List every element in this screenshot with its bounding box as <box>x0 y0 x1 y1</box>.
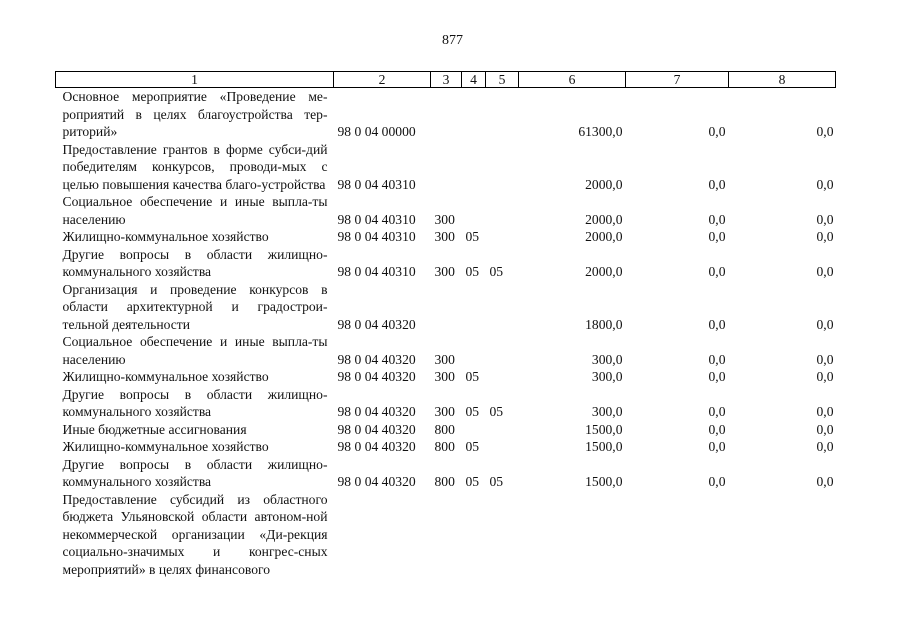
row-subsection <box>486 438 519 456</box>
row-amount-year-2: 0,0 <box>708 264 726 279</box>
row-name: Организация и проведение конкурсов в области архитектурной и градострои-тельной деятельности <box>62 281 328 332</box>
table-row <box>56 333 836 368</box>
column-header: 1 <box>56 72 334 88</box>
row-amount-year-1: 61300,0 <box>578 124 623 139</box>
row-amount-year-3: 0,0 <box>816 229 834 244</box>
row-amount-year-1: 300,0 <box>591 404 623 419</box>
row-name: Социальное обеспечение и иные выпла-ты населению <box>62 334 328 367</box>
row-expense-type <box>431 88 462 141</box>
row-amount-year-1: 1800,0 <box>585 316 623 332</box>
row-expense-type: 300 <box>434 369 455 384</box>
row-subsection <box>486 333 519 368</box>
row-expense-type: 800 <box>434 474 455 489</box>
row-amount-year-3: 0,0 <box>816 211 834 227</box>
row-name: Другие вопросы в области жилищно-коммунального хозяйства <box>62 456 328 489</box>
row-section <box>462 193 486 228</box>
row-amount-year-3: 0,0 <box>816 474 834 489</box>
row-target-article: 98 0 04 40320 <box>337 439 416 454</box>
column-header: 4 <box>462 72 486 88</box>
table-row <box>56 386 836 421</box>
row-amount-year-1: 2000,0 <box>585 211 623 227</box>
row-name: Жилищно-коммунальное хозяйство <box>62 369 269 384</box>
row-amount-year-3: 0,0 <box>816 124 834 139</box>
row-expense-type: 300 <box>434 229 455 244</box>
row-target-article: 98 0 04 40320 <box>337 316 416 332</box>
table-body <box>56 88 836 579</box>
row-section: 05 <box>465 369 480 384</box>
row-name: Другие вопросы в области жилищно-коммунального хозяйства <box>62 386 328 419</box>
table-header-row <box>56 72 836 88</box>
row-subsection <box>486 368 519 386</box>
budget-table <box>55 71 836 578</box>
table-row <box>56 368 836 386</box>
table-row <box>56 246 836 281</box>
row-subsection <box>486 281 519 334</box>
row-section: 05 <box>465 439 480 454</box>
row-name: Жилищно-коммунальное хозяйство <box>62 439 269 454</box>
row-amount-year-3: 0,0 <box>816 176 834 192</box>
row-section <box>462 281 486 334</box>
table-row <box>56 491 836 579</box>
row-subsection <box>486 491 519 579</box>
row-target-article: 98 0 04 40320 <box>337 351 416 367</box>
row-expense-type <box>431 281 462 334</box>
row-amount-year-2: 0,0 <box>708 404 726 419</box>
row-section: 05 <box>465 474 480 489</box>
table-row <box>56 438 836 456</box>
row-name: Предоставление субсидий из областного бюджета Ульяновской области автоном-ной некоммерческой организации «Ди-рекция социально-значимых и конгрес-сных мероприятий» в целях финансового <box>62 491 328 577</box>
row-target-article: 98 0 04 40320 <box>337 474 416 489</box>
row-subsection <box>486 421 519 439</box>
row-amount-year-3 <box>729 491 836 579</box>
row-section <box>462 333 486 368</box>
row-expense-type: 300 <box>434 351 455 367</box>
row-target-article: 98 0 04 40310 <box>337 176 416 192</box>
row-subsection: 05 <box>489 264 504 279</box>
row-section <box>462 88 486 141</box>
row-amount-year-2: 0,0 <box>708 439 726 454</box>
row-subsection <box>486 141 519 194</box>
row-name: Жилищно-коммунальное хозяйство <box>62 229 269 244</box>
row-amount-year-2: 0,0 <box>708 176 726 192</box>
row-amount-year-1: 300,0 <box>591 351 623 367</box>
column-header: 7 <box>626 72 729 88</box>
row-amount-year-2: 0,0 <box>708 474 726 489</box>
table-row <box>56 88 836 141</box>
row-subsection <box>486 193 519 228</box>
column-header: 6 <box>519 72 626 88</box>
row-target-article: 98 0 04 40310 <box>337 264 416 279</box>
row-amount-year-2: 0,0 <box>708 316 726 332</box>
table-row <box>56 421 836 439</box>
row-section: 05 <box>465 264 480 279</box>
table-row <box>56 456 836 491</box>
row-subsection: 05 <box>489 474 504 489</box>
table-row <box>56 141 836 194</box>
row-amount-year-1: 300,0 <box>591 369 623 384</box>
row-name: Социальное обеспечение и иные выпла-ты населению <box>62 194 328 227</box>
row-amount-year-2: 0,0 <box>708 421 726 437</box>
row-amount-year-3: 0,0 <box>816 421 834 437</box>
column-header: 3 <box>431 72 462 88</box>
row-subsection <box>486 228 519 246</box>
row-expense-type: 300 <box>434 264 455 279</box>
row-expense-type: 800 <box>434 421 455 437</box>
row-amount-year-3: 0,0 <box>816 264 834 279</box>
row-amount-year-1: 2000,0 <box>585 176 623 192</box>
row-target-article: 98 0 04 40320 <box>337 404 416 419</box>
row-amount-year-3: 0,0 <box>816 439 834 454</box>
row-subsection <box>486 88 519 141</box>
row-amount-year-1: 2000,0 <box>585 229 623 244</box>
row-section <box>462 421 486 439</box>
row-section <box>462 491 486 579</box>
row-amount-year-3: 0,0 <box>816 369 834 384</box>
table-row <box>56 281 836 334</box>
row-expense-type <box>431 491 462 579</box>
row-subsection: 05 <box>489 404 504 419</box>
row-expense-type: 300 <box>434 404 455 419</box>
row-name: Предоставление грантов в форме субси-дий победителям конкурсов, проводи-мых с целью повышения качества благо-устройства <box>62 141 328 192</box>
row-amount-year-1: 1500,0 <box>585 421 623 437</box>
column-header: 5 <box>486 72 519 88</box>
row-target-article: 98 0 04 40310 <box>337 211 416 227</box>
row-name: Иные бюджетные ассигнования <box>62 421 247 437</box>
row-amount-year-2: 0,0 <box>708 124 726 139</box>
row-amount-year-3: 0,0 <box>816 351 834 367</box>
row-amount-year-3: 0,0 <box>816 404 834 419</box>
row-target-article: 98 0 04 40320 <box>337 369 416 384</box>
row-target-article: 98 0 04 40310 <box>337 229 416 244</box>
row-expense-type <box>431 141 462 194</box>
row-amount-year-1: 2000,0 <box>585 264 623 279</box>
table-row <box>56 193 836 228</box>
row-section: 05 <box>465 404 480 419</box>
row-amount-year-2: 0,0 <box>708 211 726 227</box>
row-target-article: 98 0 04 40320 <box>337 421 416 437</box>
row-target-article: 98 0 04 00000 <box>337 124 416 139</box>
row-target-article <box>334 491 431 579</box>
row-amount-year-2 <box>626 491 729 579</box>
row-name: Другие вопросы в области жилищно-коммунального хозяйства <box>62 246 328 279</box>
row-amount-year-1 <box>519 491 626 579</box>
row-amount-year-2: 0,0 <box>708 351 726 367</box>
column-header: 2 <box>334 72 431 88</box>
row-section: 05 <box>465 229 480 244</box>
row-amount-year-1: 1500,0 <box>585 439 623 454</box>
column-header: 8 <box>729 72 836 88</box>
row-amount-year-1: 1500,0 <box>585 474 623 489</box>
row-amount-year-2: 0,0 <box>708 369 726 384</box>
page-number: 877 <box>442 33 463 48</box>
row-section <box>462 141 486 194</box>
row-amount-year-3: 0,0 <box>816 316 834 332</box>
table-row <box>56 228 836 246</box>
row-amount-year-2: 0,0 <box>708 229 726 244</box>
row-name: Основное мероприятие «Проведение ме-роприятий в целях благоустройства тер-риторий» <box>62 89 328 139</box>
row-expense-type: 800 <box>434 439 455 454</box>
row-expense-type: 300 <box>434 211 455 227</box>
